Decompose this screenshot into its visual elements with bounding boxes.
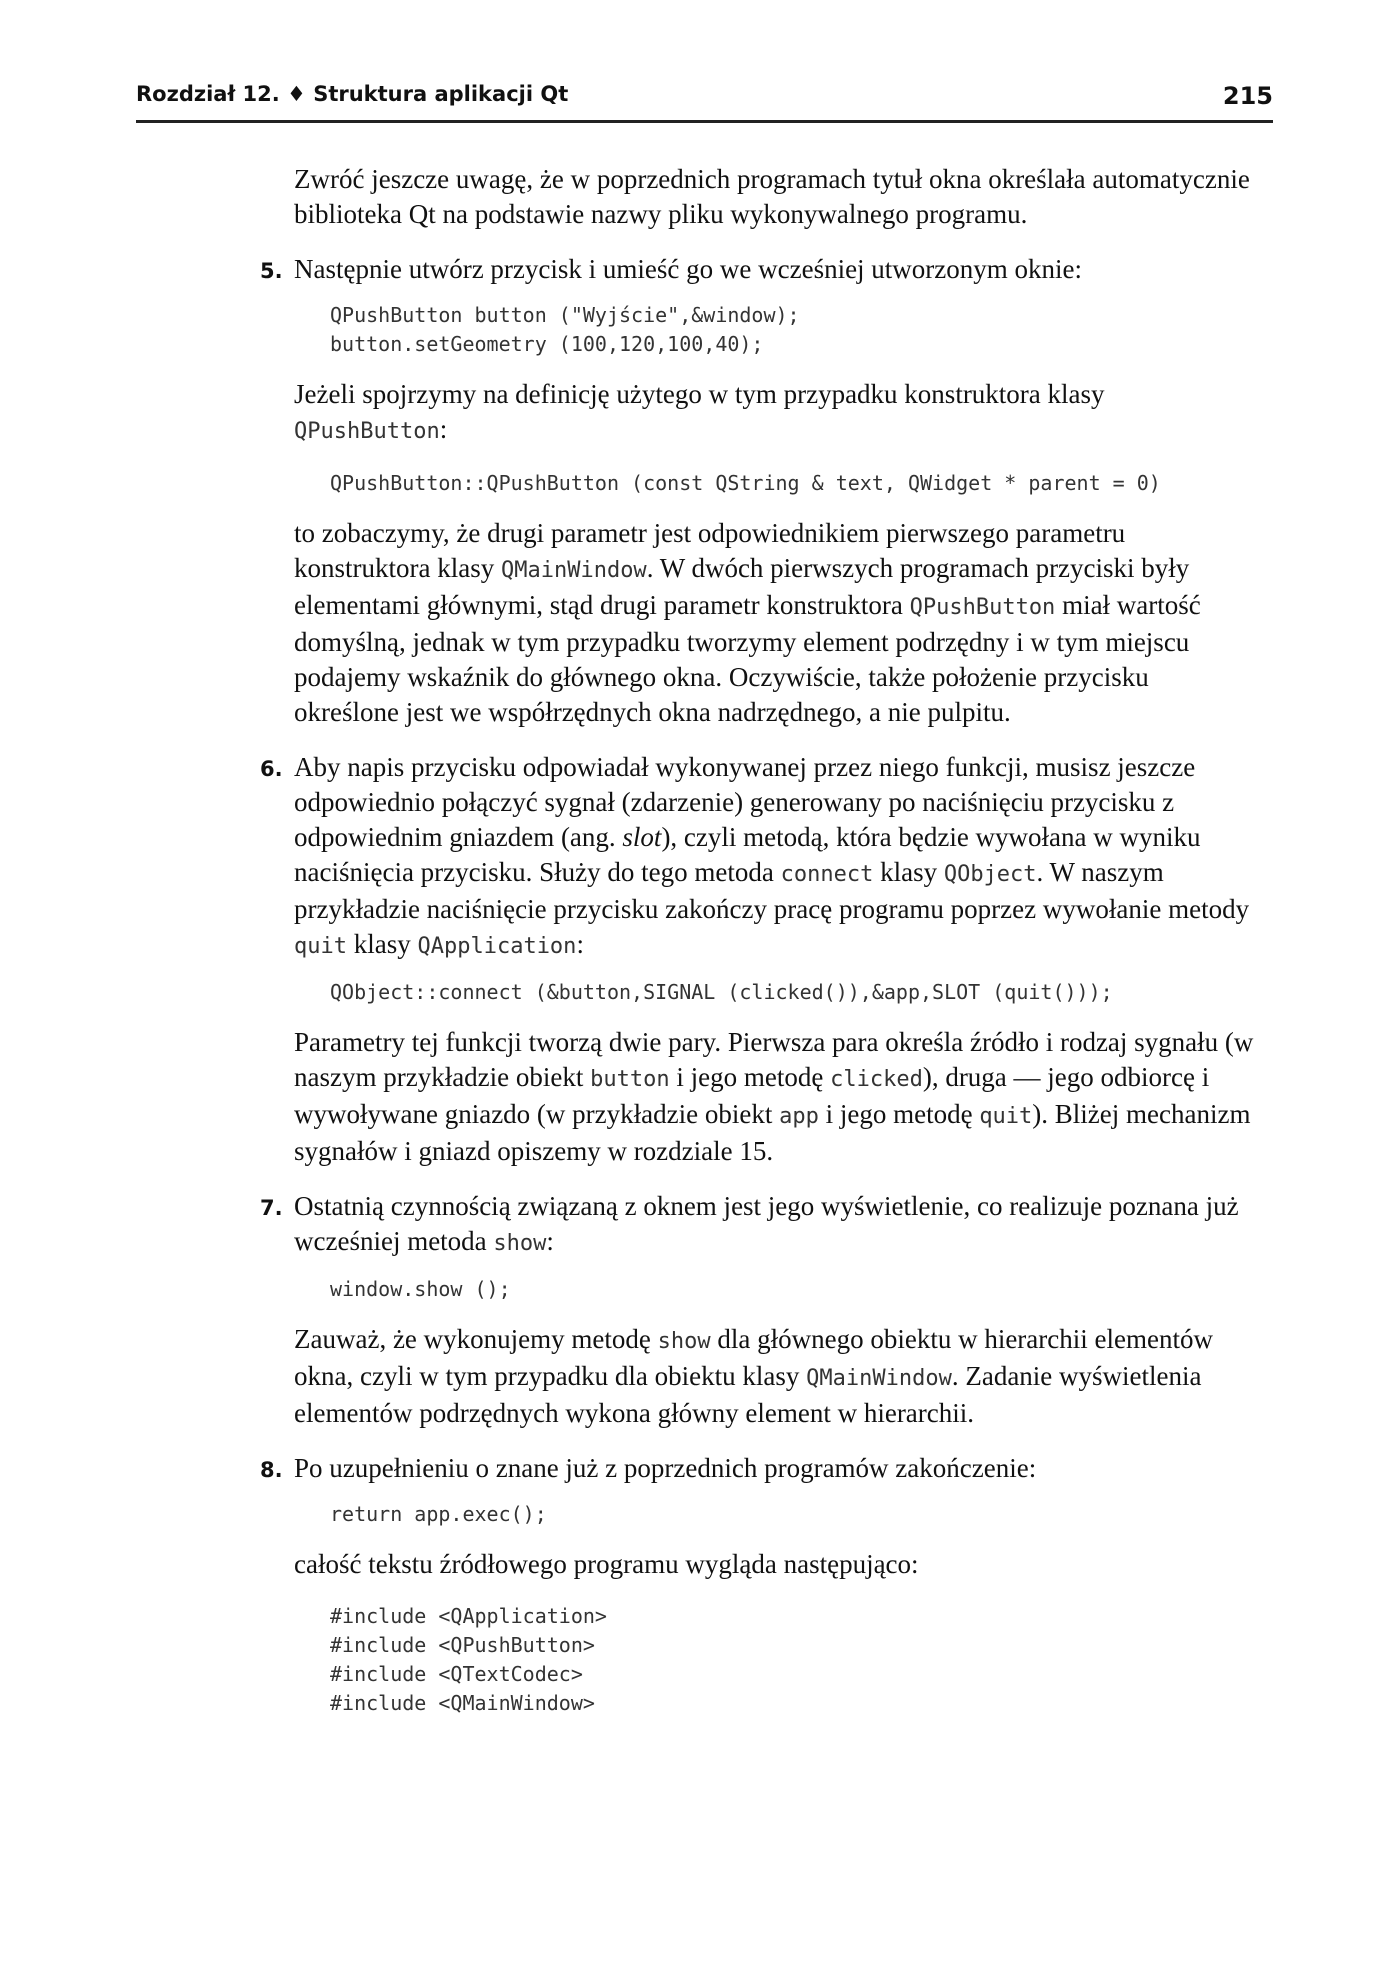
italic-term: slot: [622, 822, 662, 852]
paragraph: [294, 516, 1254, 730]
inline-code: app: [779, 1104, 819, 1129]
inline-code: QApplication: [417, 934, 577, 959]
inline-code: show: [657, 1329, 711, 1354]
item-number: 6.: [260, 757, 283, 781]
code-line: #include <QApplication>: [330, 1604, 607, 1628]
inline-code: QMainWindow: [500, 558, 647, 583]
text-run: i jego metodę: [818, 1099, 980, 1129]
text-run: klasy: [346, 929, 418, 959]
inline-code: quit: [979, 1104, 1033, 1129]
item-text: [294, 1189, 1254, 1261]
paragraph: całość tekstu źródłowego programu wygląda następująco:: [294, 1549, 919, 1579]
text-run: Aby napis przycisku odpowiadał wykonywanej przez niego funkcji, musisz jeszcze odpowiednio połączyć sygnał (zdarzenie) generowany po naciśnięciu przycisku z odpowiednim gniazdem (ang.: [294, 752, 1196, 852]
item-text: Po uzupełnieniu o znane już z poprzednich programów zakończenie:: [294, 1453, 1037, 1483]
inline-code: quit: [294, 934, 347, 959]
code-block: [330, 1500, 1254, 1529]
list-item-7: [260, 1189, 1254, 1431]
paragraph: [294, 1025, 1254, 1169]
code-block: [330, 1275, 1254, 1304]
text-run: . W naszym przykładzie naciśnięcie przycisku zakończy pracę programu poprzez wywołanie metody: [294, 857, 1250, 924]
text-run: ), czyli metodą, która będzie wywołana w wyniku naciśnięcia przycisku. Służy do tego metoda: [294, 822, 1201, 887]
code-line: QObject::connect (&button,SIGNAL (clicked()),&app,SLOT (quit()));: [330, 980, 1113, 1004]
text-run: :: [546, 1226, 554, 1256]
list-item-8: [260, 1451, 1254, 1718]
inline-code: button: [590, 1067, 670, 1092]
text-run: ). Bliżej mechanizm sygnałów i gniazd opiszemy w rozdziale 15.: [294, 1099, 1251, 1166]
paragraph: [294, 377, 1254, 449]
page-body: [260, 162, 1254, 1736]
code-line: button.setGeometry (100,120,100,40);: [330, 332, 764, 356]
paragraph: [294, 1322, 1254, 1431]
text-run: Jeżeli spojrzymy na definicję użytego w tym przypadku konstruktora klasy: [294, 379, 1105, 409]
text-run: Parametry tej funkcji tworzą dwie pary. Pierwsza para określa źródło i rodzaj sygnału (w naszym przykładzie obiekt: [294, 1027, 1254, 1092]
code-line: window.show ();: [330, 1277, 511, 1301]
code-line: #include <QMainWindow>: [330, 1691, 595, 1715]
inline-code: QMainWindow: [806, 1366, 952, 1391]
include-code-block: [330, 1602, 1254, 1718]
code-block: [330, 301, 1254, 359]
text-run: dla głównego obiektu w hierarchii elementów okna, czyli w tym przypadku dla obiektu klasy: [294, 1324, 1213, 1391]
code-block: [330, 978, 1254, 1007]
inline-code: QObject: [943, 862, 1037, 887]
text-run: :: [439, 414, 448, 444]
text-run: :: [576, 929, 584, 959]
text-run: klasy: [873, 857, 944, 887]
item-text: Następnie utwórz przycisk i umieść go we wcześniej utworzonym oknie:: [294, 254, 1083, 284]
code-line: QPushButton button ("Wyjście",&window);: [330, 303, 800, 327]
item-number: 8.: [260, 1458, 283, 1482]
page-number: 215: [1222, 82, 1273, 110]
inline-code: clicked: [830, 1067, 923, 1092]
item-number: 5.: [260, 259, 283, 283]
inline-code: QPushButton: [909, 595, 1056, 620]
text-run: ), druga — jego odbiorcę i wywoływane gniazdo (w przykładzie obiekt: [294, 1062, 1210, 1129]
text-run: . W dwóch pierwszych programach przyciski były elementami głównymi, stąd drugi parametr konstruktora: [294, 553, 1190, 620]
text-run: Zauważ, że wykonujemy metodę: [294, 1324, 658, 1354]
text-run: . Zadanie wyświetlenia elementów podrzędnych wykona główny element w hierarchii.: [294, 1361, 1202, 1428]
text-run: i jego metodę: [669, 1062, 831, 1092]
text-run: miał wartość domyślną, jednak w tym przypadku tworzymy element podrzędny i w tym miejscu podajemy wskaźnik do głównego okna. Oczywiście, także położenie przycisku określone jest we współrzędnych okna nadrzędnego, a nie pulpitu.: [294, 590, 1201, 727]
list-item-5: [260, 252, 1254, 730]
code-block: [330, 469, 1254, 498]
inline-code: show: [493, 1231, 547, 1256]
code-line: QPushButton::QPushButton (const QString & text, QWidget * parent = 0): [330, 471, 1161, 495]
chapter-title: Rozdział 12. ♦ Struktura aplikacji Qt: [136, 82, 569, 106]
list-item-6: [260, 750, 1254, 1169]
item-number: 7.: [260, 1196, 283, 1220]
code-line: #include <QPushButton>: [330, 1633, 595, 1657]
code-line: #include <QTextCodec>: [330, 1662, 583, 1686]
text-run: to zobaczymy, że drugi parametr jest odpowiednikiem pierwszego parametru konstruktora klasy: [294, 518, 1126, 583]
code-line: return app.exec();: [330, 1502, 547, 1526]
item-text: [294, 750, 1254, 964]
text-run: Ostatnią czynnością związaną z oknem jest jego wyświetlenie, co realizuje poznana już wcześniej metoda: [294, 1191, 1239, 1256]
intro-paragraph: Zwróć jeszcze uwagę, że w poprzednich programach tytuł okna określała automatycznie biblioteka Qt na podstawie nazwy pliku wykonywalnego programu.: [294, 164, 1250, 229]
inline-code: QPushButton: [294, 419, 440, 444]
inline-code: connect: [780, 862, 874, 887]
running-header: [136, 80, 1273, 123]
